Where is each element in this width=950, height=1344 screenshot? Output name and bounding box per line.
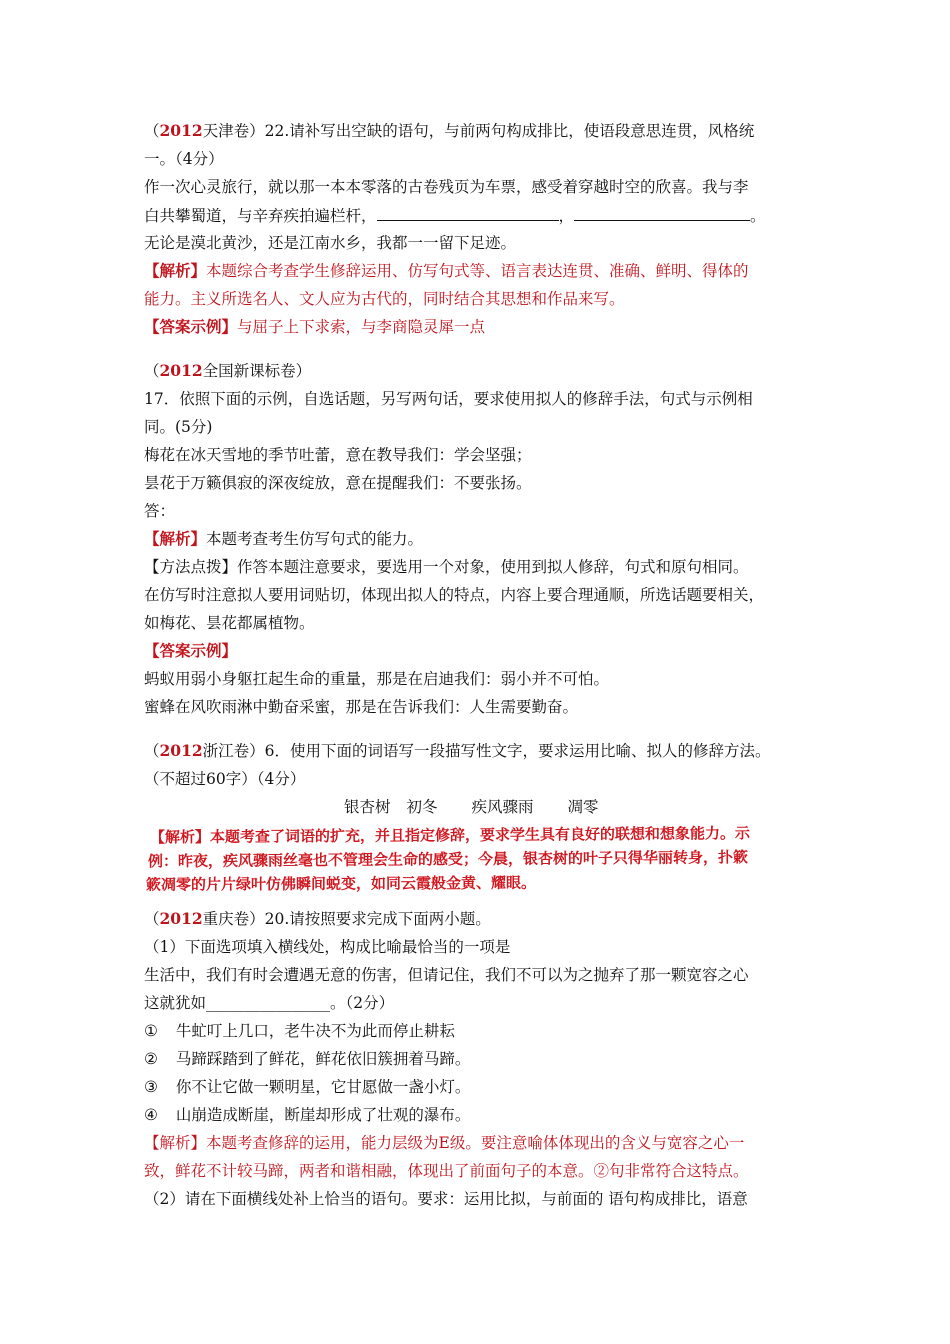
q1-answer-label: 【答案示例】 [144,317,238,336]
q2-answer2: 蜜蜂在风吹雨淋中勤奋采蜜，那是在告诉我们：人生需要勤奋。 [144,698,579,716]
q2-paren: （ [144,362,160,380]
q3-word-list [344,796,664,818]
q3-line2: （不超过60字）（4分） [144,770,306,788]
q1-blank-1[interactable] [377,204,559,221]
q3-paren: （ [144,742,160,760]
q4-option-num: ① [144,1022,158,1040]
q2-method3: 如梅花、昙花都属植物。 [144,614,315,632]
q1-answer-text: 与屈子上下求索，与李商隐灵犀一点 [237,318,486,336]
q1-line2: 一。（4分） [144,150,224,168]
q4-analysis1: 【解析】本题考查修辞的运用，能力层级为E级。要注意喻体体现出的含义与宽容之心一 [144,1134,745,1152]
q4-sub1: （1）下面选项填入横线处，构成比喻最恰当的一项是 [144,938,511,956]
q4-option-num: ④ [144,1106,158,1124]
q4-body2: 这就犹如________________。（2分） [144,994,395,1012]
q2-year: 2012 [159,361,203,380]
q1-body2-text: 白共攀蜀道，与辛弃疾拍遍栏杆， [144,207,377,225]
q3-header-text: 浙江卷）6．使用下面的词语写一段描写性文字，要求运用比喻、拟人的修辞方法。 [202,742,771,760]
q1-comma: ， [558,207,575,225]
q1-analysis-label: 【解析】 [144,261,207,280]
q4-paren: （ [144,910,160,928]
q2-answer-label: 【答案示例】 [144,641,238,660]
q3-header [144,740,824,762]
q4-option [144,1076,824,1098]
q2-line2: 同。(5分) [144,418,213,436]
q2-example1: 梅花在冰天雪地的季节吐蕾，意在教导我们：学会坚强； [144,446,532,464]
q4-option-text: 山崩造成断崖，断崖却形成了壮观的瀑布。 [175,1106,471,1124]
q2-line1: 17．依照下面的示例，自选话题，另写两句话，要求使用拟人的修辞手法，句式与示例相 [144,390,753,408]
q4-sub2: （2）请在下面横线处补上恰当的语句。要求：运用比拟，与前面的 语句构成排比，语意 [144,1190,748,1208]
q4-year: 2012 [159,909,203,928]
q4-body1: 生活中，我们有时会遭遇无意的伤害，但请记住，我们不可以为之抛弃了那一颗宽容之心 [144,966,749,984]
q2-method1: 【方法点拨】作答本题注意要求，要选用一个对象，使用到拟人修辞，句式和原句相同。 [144,558,749,576]
q4-option [144,1020,824,1042]
q1-body3: 无论是漠北黄沙，还是江南水乡，我都一一留下足迹。 [144,234,517,252]
q3-analysis-hand3: 簌凋零的片片绿叶仿佛瞬间蜕变，如同云霞般金黄、耀眼。 [145,873,537,894]
q1-analysis2: 能力。主义所选名人、文人应为古代的，同时结合其思想和作品来写。 [144,290,625,308]
q4-header [144,908,824,930]
q1-answer [144,316,824,338]
q2-header [144,360,824,382]
q4-option-text: 牛虻叮上几口，老牛决不为此而停止耕耘 [175,1022,455,1040]
q4-option [144,1048,824,1070]
q3-word: 银杏树 [344,798,391,816]
q2-analysis-label: 【解析】 [144,529,207,548]
q1-header-text: 天津卷）22.请补写出空缺的语句，与前两句构成排比，使语段意思连贯，风格统 [202,122,755,140]
q1-year: 2012 [159,121,203,140]
q3-word: 疾风骤雨 [471,798,534,816]
q4-option-num: ② [144,1050,158,1068]
q2-answer1: 蚂蚁用弱小身躯扛起生命的重量，那是在启迪我们：弱小并不可怕。 [144,670,610,688]
q3-word: 初冬 [406,798,438,816]
q3-analysis-hand1: 【解析】本题考查了词语的扩充，并且指定修辞，要求学生具有良好的联想和想象能力。示 [149,824,751,847]
q2-answer-prompt: 答： [144,502,176,520]
q4-option-num: ③ [144,1078,158,1096]
q4-option-text: 你不让它做一颗明星，它甘愿做一盏小灯。 [175,1078,471,1096]
q1-body2 [144,204,824,227]
q1-analysis1 [144,260,824,282]
q1-body1: 作一次心灵旅行，就以那一本本零落的古卷残页为车票，感受着穿越时空的欣喜。我与李 [144,178,749,196]
q1-analysis-text: 本题综合考查学生修辞运用、仿写句式等、语言表达连贯、准确、鲜明、得体的 [206,262,749,280]
q4-header-text: 重庆卷）20.请按照要求完成下面两小题。 [202,910,491,928]
q3-year: 2012 [159,741,203,760]
q2-header-text: 全国新课标卷） [202,362,312,380]
q4-analysis2: 致，鲜花不计较马蹄，两者和谐相融，体现出了前面句子的本意。②句非常符合这特点。 [144,1162,749,1180]
q1-header [144,120,824,142]
q1-blank-2[interactable] [574,204,750,221]
q2-example2: 昙花于万籁俱寂的深夜绽放，意在提醒我们：不要张扬。 [144,474,532,492]
q2-analysis-text: 本题考查考生仿写句式的能力。 [206,530,424,548]
q2-method2: 在仿写时注意拟人要用词贴切，体现出拟人的特点，内容上要合理通顺，所选话题要相关， [144,586,765,604]
q2-analysis [144,528,824,550]
q3-analysis-hand2: 例：昨夜，疾风骤雨丝毫也不管理会生命的感受；今晨，银杏树的叶子只得华丽转身，扑簌 [147,848,749,871]
q3-word: 凋零 [567,798,599,816]
q1-paren: （ [144,122,160,140]
q1-period: 。 [750,207,766,225]
q4-option-text: 马蹄踩踏到了鲜花，鲜花依旧簇拥着马蹄。 [175,1050,471,1068]
q4-option [144,1104,824,1126]
